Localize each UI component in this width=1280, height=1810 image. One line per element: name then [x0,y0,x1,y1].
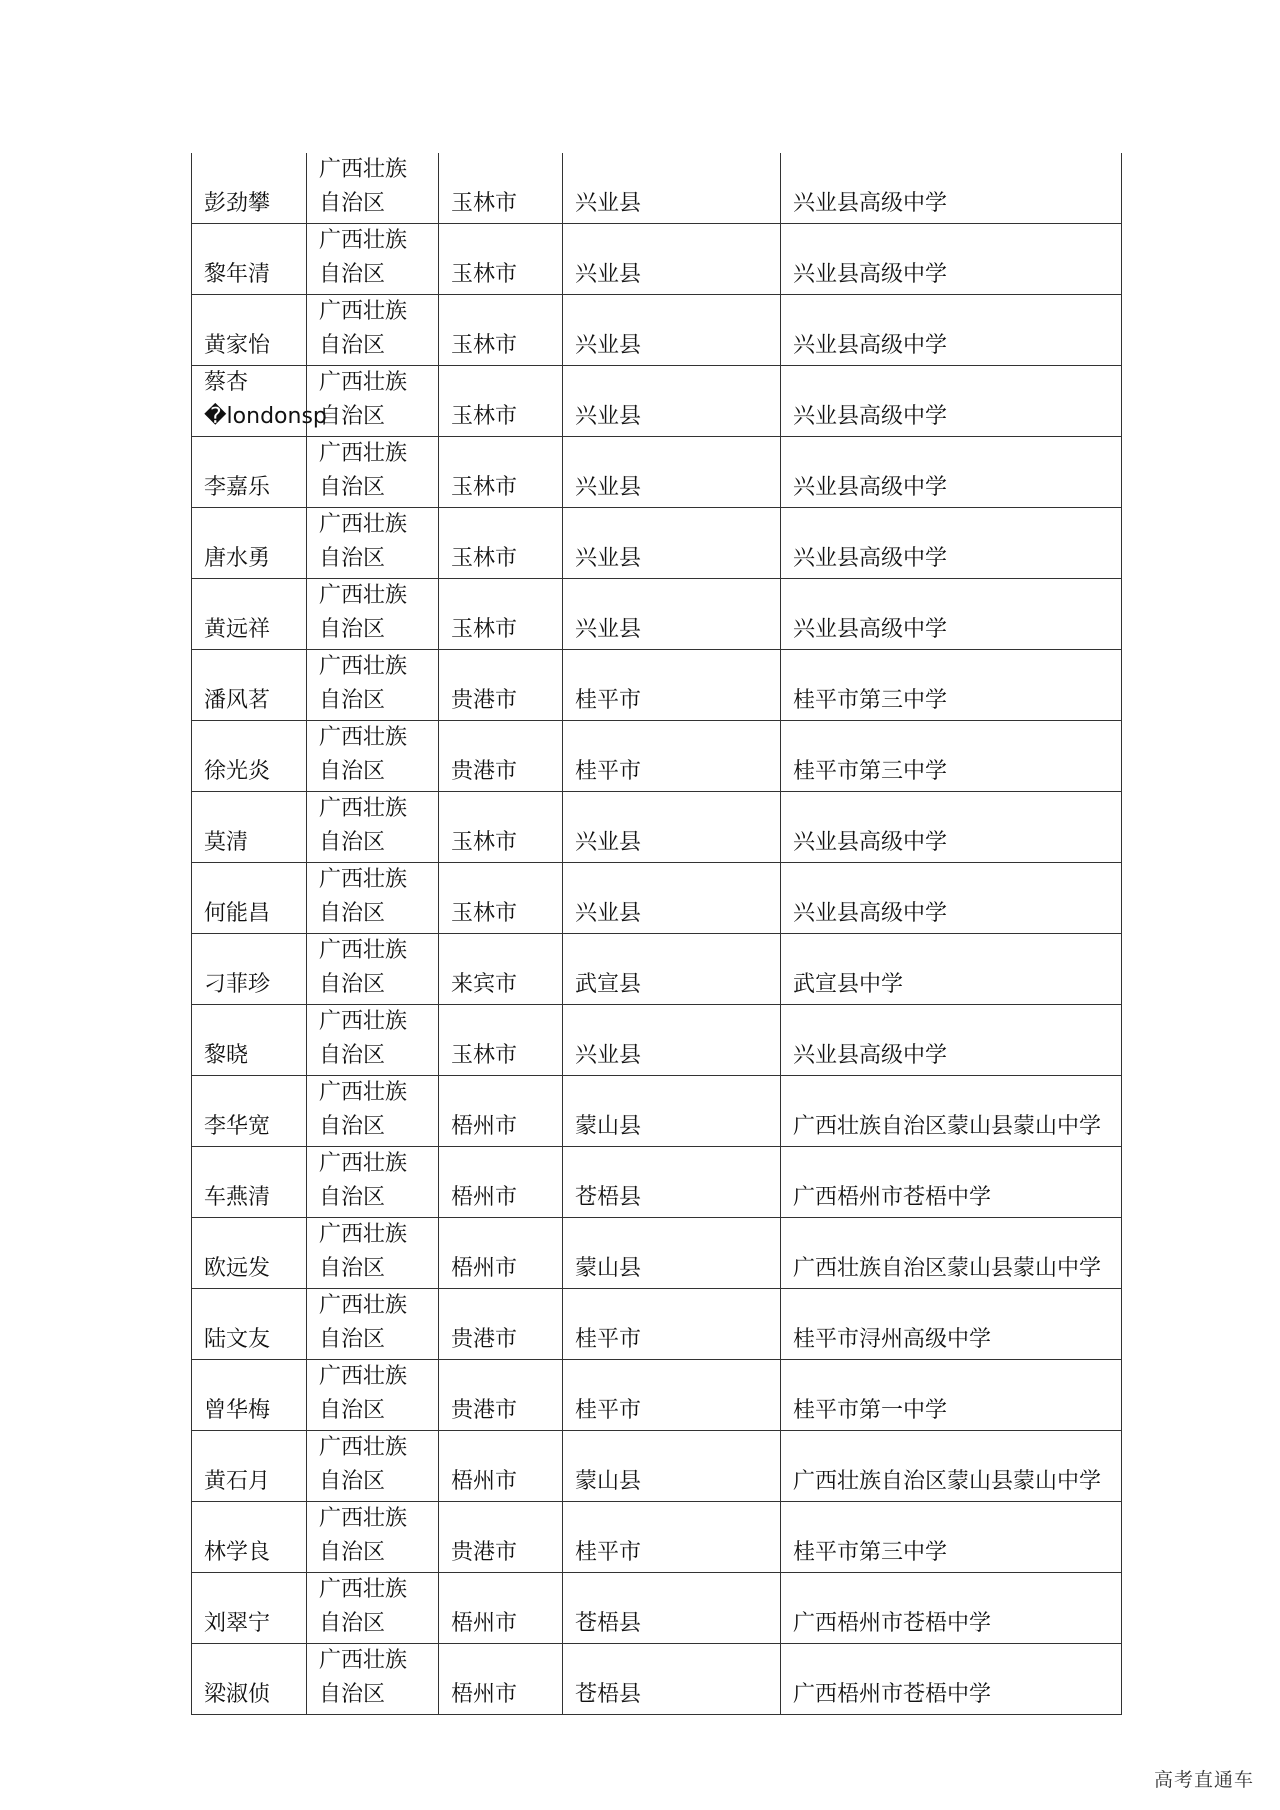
cell-province [307,1644,439,1715]
cell-school [781,863,1122,934]
cell-county: 兴业县 [563,153,781,224]
province-line-1: 广西壮族 [319,157,408,182]
cell-city: 玉林市 [439,792,563,863]
school-text: 兴业县高级中学 [793,617,948,642]
table-row [192,295,1122,366]
cell-name: 刘翠宁 [192,1573,307,1644]
school-text: 广西梧州市苍梧中学 [793,1611,992,1636]
cell-city: 梧州市 [439,1147,563,1218]
cell-school [781,1644,1122,1715]
cell-province [307,153,439,224]
cell-county: 桂平市 [563,721,781,792]
table-row [192,792,1122,863]
school-text: 兴业县高级中学 [793,475,948,500]
province-line-2: 自治区 [319,1327,386,1352]
cell-province [307,437,439,508]
school-text: 兴业县高级中学 [793,191,948,216]
cell-name: 曾华梅 [192,1360,307,1431]
table-row [192,1502,1122,1573]
cell-county: 兴业县 [563,1005,781,1076]
table-row [192,437,1122,508]
cell-province [307,863,439,934]
cell-county: 蒙山县 [563,1076,781,1147]
table-row [192,579,1122,650]
cell-school [781,366,1122,437]
cell-county: 兴业县 [563,579,781,650]
school-text: 广西壮族自治区蒙山县蒙山中学 [793,1469,1102,1494]
cell-province [307,1147,439,1218]
cell-name: 李嘉乐 [192,437,307,508]
cell-province [307,934,439,1005]
cell-name: 黎晓 [192,1005,307,1076]
cell-province [307,1431,439,1502]
table-row [192,153,1122,224]
province-line-2: 自治区 [319,901,386,926]
cell-city: 玉林市 [439,1005,563,1076]
cell-school [781,579,1122,650]
school-text: 广西壮族自治区蒙山县蒙山中学 [793,1256,1102,1281]
school-text: 兴业县高级中学 [793,830,948,855]
province-line-1: 广西壮族 [319,867,408,892]
table-row [192,1076,1122,1147]
table-row [192,1147,1122,1218]
cell-name: 黎年清 [192,224,307,295]
cell-school [781,934,1122,1005]
cell-province [307,792,439,863]
cell-name: 唐水勇 [192,508,307,579]
cell-province [307,1360,439,1431]
cell-county: 兴业县 [563,508,781,579]
cell-name: 刁菲珍 [192,934,307,1005]
cell-city: 梧州市 [439,1076,563,1147]
province-line-2: 自治区 [319,1682,386,1707]
cell-school [781,1218,1122,1289]
province-line-1: 广西壮族 [319,1080,408,1105]
table-row [192,934,1122,1005]
table-row [192,1573,1122,1644]
cell-county: 武宣县 [563,934,781,1005]
cell-school [781,437,1122,508]
cell-school [781,153,1122,224]
cell-city: 玉林市 [439,579,563,650]
cell-province [307,1218,439,1289]
school-text: 桂平市第一中学 [793,1398,948,1423]
cell-city: 梧州市 [439,1644,563,1715]
cell-city: 玉林市 [439,224,563,295]
province-line-2: 自治区 [319,1114,386,1139]
school-text: 广西梧州市苍梧中学 [793,1185,992,1210]
province-line-1: 广西壮族 [319,512,408,537]
cell-province [307,508,439,579]
cell-name: 林学良 [192,1502,307,1573]
province-line-2: 自治区 [319,546,386,571]
province-line-2: 自治区 [319,688,386,713]
cell-name: 欧远发 [192,1218,307,1289]
cell-school [781,1147,1122,1218]
cell-name: 车燕清 [192,1147,307,1218]
table-row [192,1289,1122,1360]
cell-county: 蒙山县 [563,1218,781,1289]
cell-name: 莫清 [192,792,307,863]
cell-province [307,1005,439,1076]
province-line-1: 广西壮族 [319,1435,408,1460]
cell-county: 桂平市 [563,1360,781,1431]
cell-name: 黄石月 [192,1431,307,1502]
cell-province [307,366,439,437]
cell-city: 玉林市 [439,366,563,437]
school-text: 广西壮族自治区蒙山县蒙山中学 [793,1114,1102,1139]
cell-name: 徐光炎 [192,721,307,792]
cell-province [307,650,439,721]
cell-name: 黄家怡 [192,295,307,366]
province-line-2: 自治区 [319,191,386,216]
province-line-1: 广西壮族 [319,228,408,253]
table-row [192,224,1122,295]
school-text: 兴业县高级中学 [793,262,948,287]
province-line-1: 广西壮族 [319,1364,408,1389]
cell-city: 玉林市 [439,508,563,579]
province-line-1: 广西壮族 [319,1293,408,1318]
cell-school [781,650,1122,721]
table-row [192,1218,1122,1289]
province-line-1: 广西壮族 [319,654,408,679]
province-line-1: 广西壮族 [319,796,408,821]
cell-county: 兴业县 [563,863,781,934]
cell-county: 苍梧县 [563,1644,781,1715]
cell-city: 梧州市 [439,1218,563,1289]
province-line-2: 自治区 [319,617,386,642]
roster-body [192,153,1122,1715]
province-line-1: 广西壮族 [319,1222,408,1247]
cell-city: 玉林市 [439,153,563,224]
cell-city: 梧州市 [439,1573,563,1644]
province-line-1: 广西壮族 [319,1151,408,1176]
province-line-1: 广西壮族 [319,1009,408,1034]
cell-school [781,1289,1122,1360]
province-line-2: 自治区 [319,262,386,287]
cell-province [307,295,439,366]
school-text: 广西梧州市苍梧中学 [793,1682,992,1707]
province-line-2: 自治区 [319,830,386,855]
cell-province [307,1502,439,1573]
cell-name: 梁淑侦 [192,1644,307,1715]
cell-county: 苍梧县 [563,1147,781,1218]
cell-school [781,1573,1122,1644]
school-text: 兴业县高级中学 [793,1043,948,1068]
province-line-2: 自治区 [319,404,386,429]
province-line-1: 广西壮族 [319,583,408,608]
cell-province [307,1076,439,1147]
province-line-1: 广西壮族 [319,938,408,963]
school-text: 桂平市浔州高级中学 [793,1327,992,1352]
province-line-2: 自治区 [319,475,386,500]
cell-county: 蒙山县 [563,1431,781,1502]
province-line-2: 自治区 [319,972,386,997]
watermark-text: 高考直通车 [1153,1769,1254,1791]
cell-name: 陆文友 [192,1289,307,1360]
table-row [192,1360,1122,1431]
cell-school [781,1360,1122,1431]
table-row [192,508,1122,579]
province-line-1: 广西壮族 [319,441,408,466]
cell-city: 梧州市 [439,1431,563,1502]
cell-school [781,1431,1122,1502]
cell-school [781,721,1122,792]
province-line-2: 自治区 [319,759,386,784]
cell-city: 玉林市 [439,437,563,508]
cell-city: 贵港市 [439,1360,563,1431]
province-line-1: 广西壮族 [319,1506,408,1531]
cell-city: 贵港市 [439,650,563,721]
province-line-1: 广西壮族 [319,1648,408,1673]
school-text: 桂平市第三中学 [793,688,948,713]
school-text: 兴业县高级中学 [793,546,948,571]
cell-name: 蔡杏�londonsp [192,366,307,437]
cell-county: 兴业县 [563,437,781,508]
province-line-2: 自治区 [319,1469,386,1494]
cell-school [781,1076,1122,1147]
province-line-1: 广西壮族 [319,725,408,750]
school-text: 兴业县高级中学 [793,901,948,926]
cell-province [307,579,439,650]
cell-county: 兴业县 [563,224,781,295]
table-row [192,1005,1122,1076]
table-row [192,1644,1122,1715]
province-line-2: 自治区 [319,1611,386,1636]
cell-city: 贵港市 [439,1502,563,1573]
cell-county: 桂平市 [563,650,781,721]
province-line-2: 自治区 [319,1185,386,1210]
cell-school [781,224,1122,295]
cell-city: 玉林市 [439,863,563,934]
cell-name: 彭劲攀 [192,153,307,224]
cell-county: 兴业县 [563,792,781,863]
cell-city: 贵港市 [439,1289,563,1360]
cell-school [781,508,1122,579]
cell-province [307,1289,439,1360]
cell-name: 李华宽 [192,1076,307,1147]
school-text: 武宣县中学 [793,972,904,997]
cell-province [307,1573,439,1644]
province-line-1: 广西壮族 [319,1577,408,1602]
province-line-1: 广西壮族 [319,299,408,324]
school-text: 兴业县高级中学 [793,404,948,429]
table-row [192,863,1122,934]
cell-county: 兴业县 [563,295,781,366]
province-line-2: 自治区 [319,333,386,358]
cell-name: 潘风茗 [192,650,307,721]
student-roster-table [191,153,1122,1715]
cell-name: 何能昌 [192,863,307,934]
cell-county: 桂平市 [563,1502,781,1573]
cell-county: 苍梧县 [563,1573,781,1644]
school-text: 桂平市第三中学 [793,1540,948,1565]
school-text: 兴业县高级中学 [793,333,948,358]
cell-province [307,721,439,792]
province-line-2: 自治区 [319,1256,386,1281]
table-row [192,1431,1122,1502]
school-text: 桂平市第三中学 [793,759,948,784]
table-row [192,721,1122,792]
province-line-2: 自治区 [319,1540,386,1565]
table-row [192,650,1122,721]
province-line-2: 自治区 [319,1398,386,1423]
cell-school [781,295,1122,366]
table-row [192,366,1122,437]
province-line-1: 广西壮族 [319,370,408,395]
cell-province [307,224,439,295]
cell-county: 桂平市 [563,1289,781,1360]
cell-city: 玉林市 [439,295,563,366]
cell-city: 来宾市 [439,934,563,1005]
cell-school [781,1502,1122,1573]
cell-name: 黄远祥 [192,579,307,650]
cell-county: 兴业县 [563,366,781,437]
cell-school [781,792,1122,863]
province-line-2: 自治区 [319,1043,386,1068]
cell-city: 贵港市 [439,721,563,792]
cell-school [781,1005,1122,1076]
